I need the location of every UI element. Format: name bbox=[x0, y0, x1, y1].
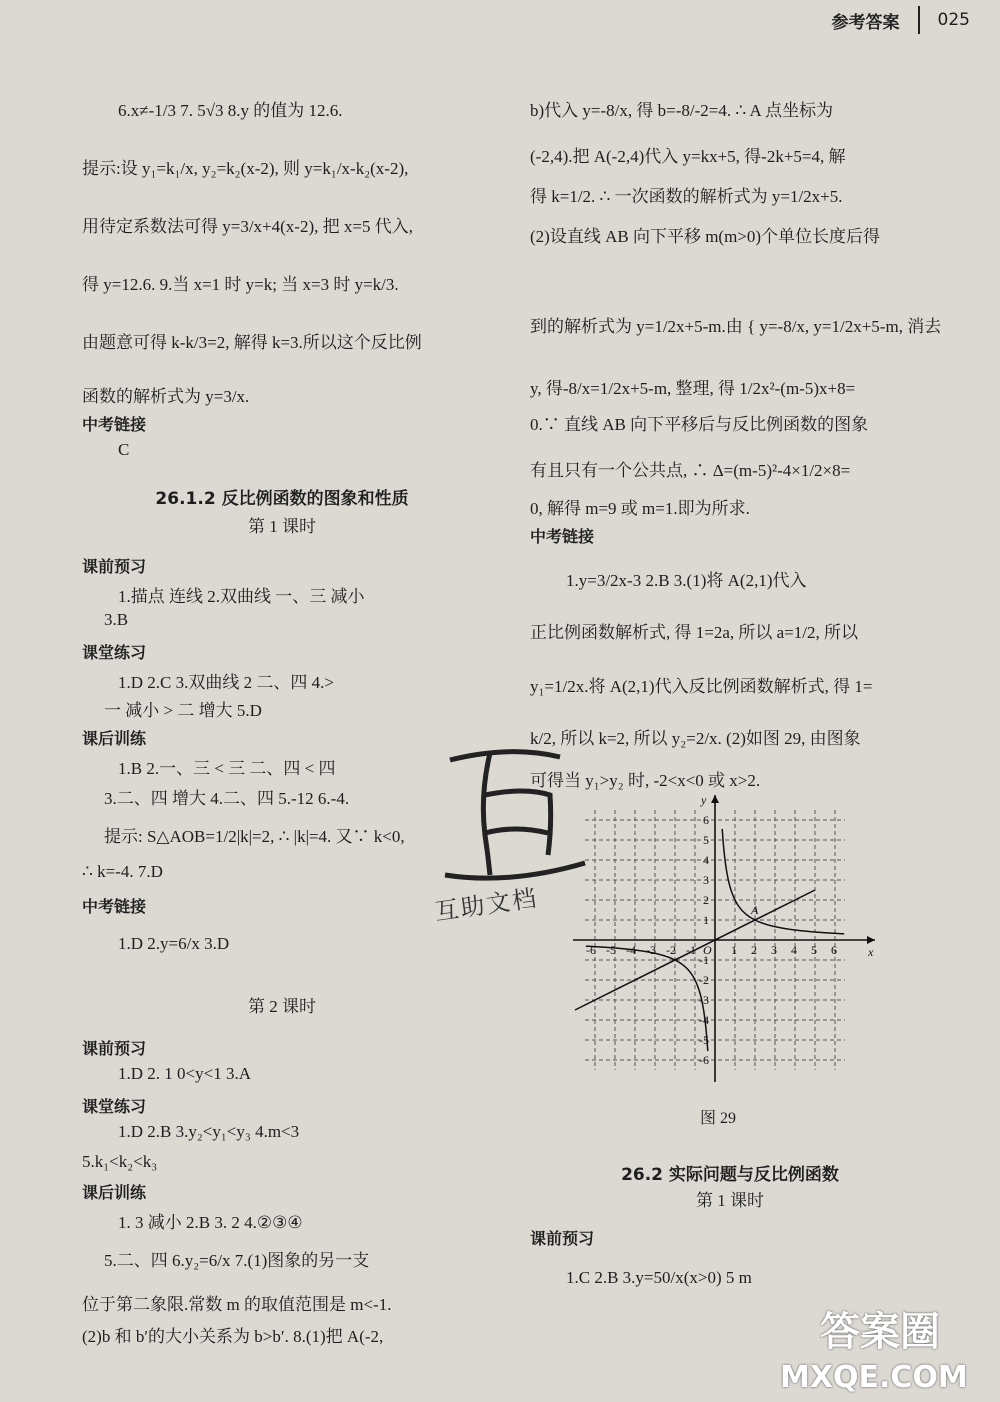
answer-line: ∴ k=-4. 7.D bbox=[82, 862, 163, 881]
page-header bbox=[832, 4, 970, 36]
section-heading: 课堂练习 bbox=[82, 643, 147, 662]
answer-line: y₁=1/2x.将 A(2,1)代入反比例函数解析式, 得 1= bbox=[530, 677, 873, 696]
answer-line: 1.D 2.C 3.双曲线 2 二、四 4.> bbox=[118, 673, 334, 692]
page-number: 025 bbox=[937, 10, 970, 30]
answer-line: 到的解析式为 y=1/2x+5-m.由 { y=-8/x, y=1/2x+5-m, 消去 bbox=[530, 317, 942, 336]
x-tick-label: 2 bbox=[751, 943, 757, 957]
header-divider bbox=[918, 6, 920, 34]
function-graph bbox=[565, 790, 885, 1090]
answer-line: y, 得-8/x=1/2x+5-m, 整理, 得 1/2x²-(m-5)x+8= bbox=[530, 379, 856, 398]
x-tick-label: 6 bbox=[831, 943, 837, 957]
answer-line: 1.D 2. 1 0<y<1 3.A bbox=[118, 1064, 251, 1083]
answer-line: 1.B 2.一、三 < 三 二、四 < 四 bbox=[118, 759, 336, 778]
answer-line: 位于第二象限.常数 m 的取值范围是 m<-1. bbox=[82, 1295, 392, 1314]
answer-line: 得 y=12.6. 9.当 x=1 时 y=k; 当 x=3 时 y=k/3. bbox=[82, 275, 399, 294]
x-tick-label: -5 bbox=[606, 943, 616, 957]
origin-label: O bbox=[703, 943, 712, 957]
answer-line: 正比例函数解析式, 得 1=2a, 所以 a=1/2, 所以 bbox=[530, 623, 858, 642]
answer-line: 5.k₁<k₂<k₃ bbox=[82, 1152, 158, 1171]
answer-line: 函数的解析式为 y=3/x. bbox=[82, 387, 250, 406]
y-tick-label: -6 bbox=[699, 1053, 709, 1067]
watermark-text: 互助文档 bbox=[432, 883, 540, 927]
footer-logo: 答案圈 bbox=[820, 1309, 940, 1355]
answer-line: 1.D 2.B 3.y₂<y₁<y₃ 4.m<3 bbox=[118, 1122, 300, 1141]
answer-line: 提示: S△AOB=1/2|k|=2, ∴ |k|=4. 又∵ k<0, bbox=[104, 827, 405, 846]
footer-site: MXQE.COM bbox=[780, 1360, 968, 1395]
y-tick-label: -5 bbox=[699, 1033, 709, 1047]
header-title: 参考答案 bbox=[831, 12, 900, 33]
hyperbola-branch-q3 bbox=[586, 946, 708, 1051]
x-tick-label: -2 bbox=[666, 943, 676, 957]
section-heading: 课前预习 bbox=[82, 557, 147, 576]
answer-line: (-2,4).把 A(-2,4)代入 y=kx+5, 得-2k+5=4, 解 bbox=[530, 147, 846, 166]
section-heading: 中考链接 bbox=[82, 897, 147, 916]
y-tick-label: 6 bbox=[703, 813, 709, 827]
graph-labels bbox=[586, 793, 874, 1067]
x-tick-label: 1 bbox=[731, 943, 737, 957]
section-title: 26.2 实际问题与反比例函数 bbox=[621, 1165, 839, 1185]
answer-line: 得 k=1/2. ∴ 一次函数的解析式为 y=1/2x+5. bbox=[530, 187, 843, 206]
x-axis-label: x bbox=[868, 945, 874, 959]
x-tick-label: -3 bbox=[646, 943, 656, 957]
answer-line: b)代入 y=-8/x, 得 b=-8/-2=4. ∴ A 点坐标为 bbox=[530, 101, 834, 120]
answer-line: 用待定系数法可得 y=3/x+4(x-2), 把 x=5 代入, bbox=[82, 217, 413, 236]
x-tick-label: 5 bbox=[811, 943, 817, 957]
y-axis-label: y bbox=[701, 793, 707, 807]
x-axis-arrow bbox=[867, 936, 875, 944]
answer-line: 6.x≠-1/3 7. 5√3 8.y 的值为 12.6. bbox=[118, 101, 343, 120]
answer-line: 3.二、四 增大 4.二、四 5.-12 6.-4. bbox=[104, 789, 350, 808]
section-heading: 课后训练 bbox=[82, 1183, 147, 1202]
y-tick-label: 3 bbox=[703, 873, 709, 887]
answer-line: k/2, 所以 k=2, 所以 y₂=2/x. (2)如图 29, 由图象 bbox=[530, 729, 861, 748]
section-heading: 课前预习 bbox=[530, 1229, 595, 1248]
x-tick-label: 4 bbox=[791, 943, 797, 957]
answer-line: 0.∵ 直线 AB 向下平移后与反比例函数的图象 bbox=[530, 415, 869, 434]
section-heading: 中考链接 bbox=[530, 527, 595, 546]
section-title: 26.1.2 反比例函数的图象和性质 bbox=[155, 489, 409, 509]
answer-line: 一 减小 > 二 增大 5.D bbox=[104, 701, 262, 720]
answer-line: 3.B bbox=[104, 610, 129, 629]
lesson-title: 第 1 课时 bbox=[248, 517, 316, 536]
answer-line: 1. 3 减小 2.B 3. 2 4.②③④ bbox=[118, 1213, 303, 1232]
y-tick-label: -2 bbox=[699, 973, 709, 987]
hyperbola-branch-q1 bbox=[722, 829, 844, 934]
y-axis-arrow bbox=[711, 795, 719, 803]
answer-line: 提示:设 y₁=k₁/x, y₂=k₂(x-2), 则 y=k₁/x-k₂(x-2), bbox=[82, 159, 409, 178]
lesson-title: 第 2 课时 bbox=[248, 997, 316, 1016]
section-heading: 课堂练习 bbox=[82, 1097, 147, 1116]
point-a-label: A bbox=[751, 903, 759, 917]
answer-line: (2)设直线 AB 向下平移 m(m>0)个单位长度后得 bbox=[530, 227, 881, 246]
answer-line: 由题意可得 k-k/3=2, 解得 k=3.所以这个反比例 bbox=[82, 333, 422, 352]
figure-caption: 图 29 bbox=[700, 1110, 737, 1127]
x-tick-label: -6 bbox=[586, 943, 596, 957]
lesson-title: 第 1 课时 bbox=[696, 1191, 764, 1210]
answer-line: 0, 解得 m=9 或 m=1.即为所求. bbox=[530, 499, 750, 518]
answer-line: C bbox=[118, 440, 130, 459]
answer-line: 1.D 2.y=6/x 3.D bbox=[118, 934, 230, 953]
x-tick-label: -4 bbox=[626, 943, 636, 957]
section-heading: 课后训练 bbox=[82, 729, 147, 748]
y-tick-label: -1 bbox=[699, 953, 709, 967]
section-heading: 课前预习 bbox=[82, 1039, 147, 1058]
y-tick-label: 1 bbox=[703, 913, 709, 927]
x-tick-label: -1 bbox=[686, 943, 696, 957]
y-tick-label: 2 bbox=[703, 893, 709, 907]
answer-line: 1.y=3/2x-3 2.B 3.(1)将 A(2,1)代入 bbox=[566, 571, 807, 590]
answer-line: 1.C 2.B 3.y=50/x(x>0) 5 m bbox=[566, 1268, 752, 1287]
x-tick-label: 3 bbox=[771, 943, 777, 957]
y-tick-label: 5 bbox=[703, 833, 709, 847]
answer-line: (2)b 和 b′的大小关系为 b>b′. 8.(1)把 A(-2, bbox=[82, 1327, 384, 1346]
answer-line: 可得当 y₁>y₂ 时, -2<x<0 或 x>2. bbox=[530, 771, 761, 790]
answer-line: 有且只有一个公共点, ∴ Δ=(m-5)²-4×1/2×8= bbox=[530, 461, 851, 480]
answer-line: 1.描点 连线 2.双曲线 一、三 减小 bbox=[118, 587, 365, 606]
graph-axes bbox=[573, 795, 875, 1082]
answer-line: 5.二、四 6.y₂=6/x 7.(1)图象的另一支 bbox=[104, 1251, 370, 1270]
y-tick-label: -4 bbox=[699, 1013, 709, 1027]
y-tick-label: 4 bbox=[703, 853, 709, 867]
y-tick-label: -3 bbox=[699, 993, 709, 1007]
section-heading: 中考链接 bbox=[82, 415, 147, 434]
